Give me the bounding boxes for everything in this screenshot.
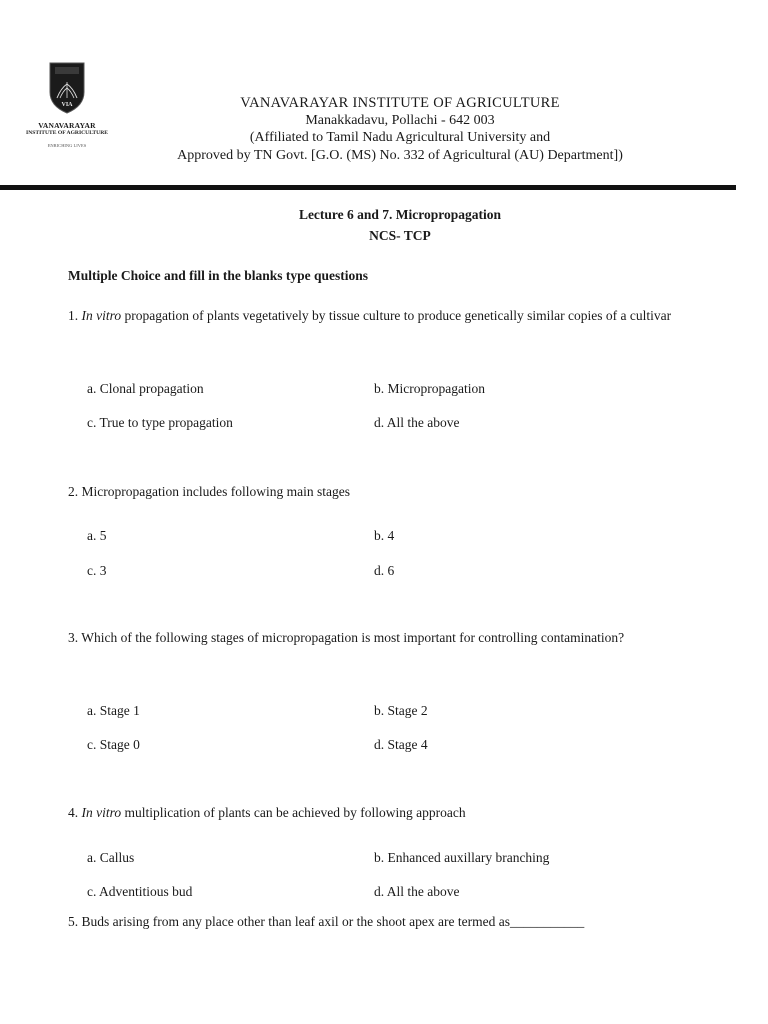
header-divider xyxy=(0,185,736,190)
question-number: 4. xyxy=(68,805,79,820)
option-3c: c. Stage 0 xyxy=(87,737,140,752)
question-text: Micropropagation includes following main stages xyxy=(81,484,350,499)
option-3a: a. Stage 1 xyxy=(87,703,140,718)
institute-address: Manakkadavu, Pollachi - 642 003 xyxy=(305,113,495,128)
section-title: Multiple Choice and fill in the blanks type questions xyxy=(68,268,369,283)
course-code: NCS- TCP xyxy=(369,228,431,243)
question-text: Which of the following stages of micropropagation is most important for controlling contamination? xyxy=(81,630,625,645)
question-1 xyxy=(68,302,677,329)
logo-monogram: VIA xyxy=(61,102,73,108)
option-2c: c. 3 xyxy=(87,563,107,578)
option-3b: b. Stage 2 xyxy=(374,703,428,718)
question-italic-term: In vitro xyxy=(81,805,122,820)
question-text: propagation of plants vegetatively by tissue culture to produce genetically similar copies of a cultivar xyxy=(121,308,672,323)
option-4a: a. Callus xyxy=(87,850,135,865)
fill-blank: ___________ xyxy=(509,914,585,929)
question-2 xyxy=(68,478,677,505)
question-italic-term: In vitro xyxy=(81,308,122,323)
logo-name: VANAVARAYAR xyxy=(38,121,96,130)
question-number: 2. xyxy=(68,484,79,499)
question-number: 3. xyxy=(68,630,79,645)
question-3 xyxy=(68,624,677,651)
institute-logo xyxy=(22,62,112,162)
question-number: 1. xyxy=(68,308,79,323)
logo-tagline: ENRICHING LIVES xyxy=(47,143,87,148)
question-text: Buds arising from any place other than leaf axil or the shoot apex are termed as xyxy=(81,914,510,929)
institute-name: VANAVARAYAR INSTITUTE OF AGRICULTURE xyxy=(240,95,560,111)
option-2a: a. 5 xyxy=(87,528,107,543)
option-2d: d. 6 xyxy=(374,563,395,578)
question-text: multiplication of plants can be achieved by following approach xyxy=(121,805,466,820)
question-number: 5. xyxy=(68,914,79,929)
option-1c: c. True to type propagation xyxy=(87,415,233,430)
shield-emblem-icon xyxy=(49,62,85,114)
option-4b: b. Enhanced auxillary branching xyxy=(374,850,550,865)
option-3d: d. Stage 4 xyxy=(374,737,428,752)
option-1d: d. All the above xyxy=(374,415,460,430)
option-1a: a. Clonal propagation xyxy=(87,381,204,396)
option-1b: b. Micropropagation xyxy=(374,381,485,396)
question-5 xyxy=(68,908,677,935)
approval-line: Approved by TN Govt. [G.O. (MS) No. 332 of Agricultural (AU) Department]) xyxy=(177,148,623,163)
option-4c: c. Adventitious bud xyxy=(87,884,193,899)
question-4 xyxy=(68,799,677,826)
affiliation-line: (Affiliated to Tamil Nadu Agricultural University and xyxy=(249,130,551,145)
option-4d: d. All the above xyxy=(374,884,460,899)
option-2b: b. 4 xyxy=(374,528,395,543)
lecture-title: Lecture 6 and 7. Micropropagation xyxy=(298,207,502,222)
logo-subname: INSTITUTE OF AGRICULTURE xyxy=(26,130,108,136)
